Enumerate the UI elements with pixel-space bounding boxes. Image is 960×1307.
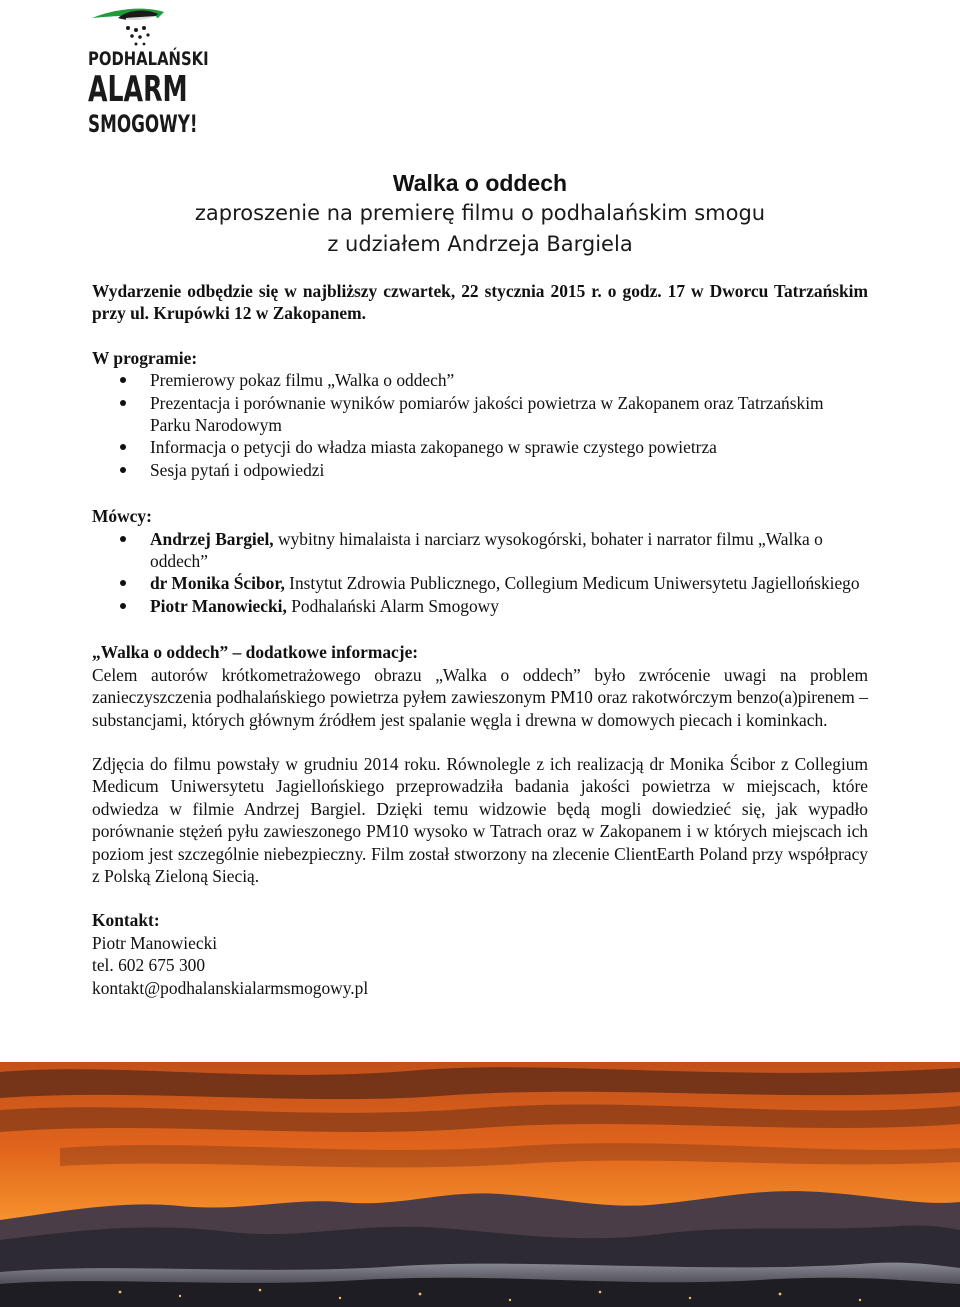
speakers-heading: Mówcy: — [92, 506, 152, 527]
info-heading: „Walka o oddech” – dodatkowe informacje: — [92, 642, 419, 663]
program-list — [92, 369, 868, 481]
contact-email: kontakt@podhalanskialarmsmogowy.pl — [92, 977, 369, 998]
speaker-name: Piotr Manowiecki, — [150, 595, 287, 616]
logo-text-line3: SMOGOWY! — [88, 110, 198, 138]
document-body — [92, 280, 868, 999]
speaker-desc: Instytut Zdrowia Publicznego, Collegium Medicum Uniwersytetu Jagiellońskiego — [284, 573, 860, 594]
speaker-name: Andrzej Bargiel, — [150, 528, 274, 549]
highlander-hat-logo-icon — [86, 4, 196, 48]
title-block — [0, 168, 960, 260]
speaker-desc: wybitny himalaista i narciarz wysokogórski, bohater i narrator filmu „Walka o oddech” — [150, 528, 823, 572]
speaker-desc: Podhalański Alarm Smogowy — [286, 595, 499, 616]
logo-text-line2: ALARM — [88, 69, 188, 110]
list-item: Premierowy pokaz filmu „Walka o oddech” — [92, 369, 868, 391]
info-paragraph-1: Celem autorów krótkometrażowego obrazu „Walka o oddech” było zwrócenie uwagi na problem zanieczyszczenia podhalańskiego powietrza pyłem zawieszonym PM10 oraz rakotwórczym benzo(a)pirenem – substancjami, których głównym źródłem jest spalanie węgla i drewna w domowych piecach i kominkach. — [92, 664, 868, 730]
list-item — [92, 528, 868, 573]
document-title: Walka o oddech — [392, 170, 568, 196]
info-paragraph-2: Zdjęcia do filmu powstały w grudniu 2014 roku. Równolegle z ich realizacją dr Monika Ścibor z Collegium Medicum Uniwersytetu Jagiellońskiego przeprowadziła badania jakości powietrza w miejscach, które odwiedza w filmie Andrzej Bargiel. Dzięki temu widzowie będą mogli dowiedzieć się, jak wypadło porównanie stężeń pyłu zawieszonego PM10 wysoko w Tatrach oraz w Zakopanem i w których miejscach ich poziom jest szczególnie niebezpieczny. Film został stworzony na zlecenie ClientEarth Poland przy współpracy z Polską Zieloną Siecią. — [92, 753, 868, 886]
contact-phone: tel. 602 675 300 — [92, 955, 206, 976]
list-item: Informacja o petycji do władza miasta zakopanego w sprawie czystego powietrza — [92, 436, 868, 458]
subtitle-line-1: zaproszenie na premierę filmu o podhalańskim smogu — [194, 201, 766, 225]
sunset-mountain-photo — [0, 1062, 960, 1307]
speakers-list — [92, 528, 868, 618]
event-intro: Wydarzenie odbędzie się w najbliższy czwartek, 22 stycznia 2015 r. o godz. 17 w Dworcu Tatrzańskim przy ul. Krupówki 12 w Zakopanem. — [92, 281, 868, 324]
subtitle-line-2: z udziałem Andrzeja Bargiela — [327, 232, 633, 256]
speaker-name: dr Monika Ścibor, — [150, 573, 285, 594]
program-heading: W programie: — [92, 347, 198, 368]
contact-name: Piotr Manowiecki — [92, 932, 218, 953]
logo — [86, 4, 209, 138]
list-item: Sesja pytań i odpowiedzi — [92, 459, 868, 481]
list-item — [92, 572, 868, 594]
logo-text-line1: PODHALAŃSKI — [88, 48, 209, 70]
list-item — [92, 595, 868, 617]
contact-heading: Kontakt: — [92, 910, 160, 931]
list-item: Prezentacja i porównanie wyników pomiarów jakości powietrza w Zakopanem oraz Tatrzańskim Parku Narodowym — [92, 392, 868, 437]
